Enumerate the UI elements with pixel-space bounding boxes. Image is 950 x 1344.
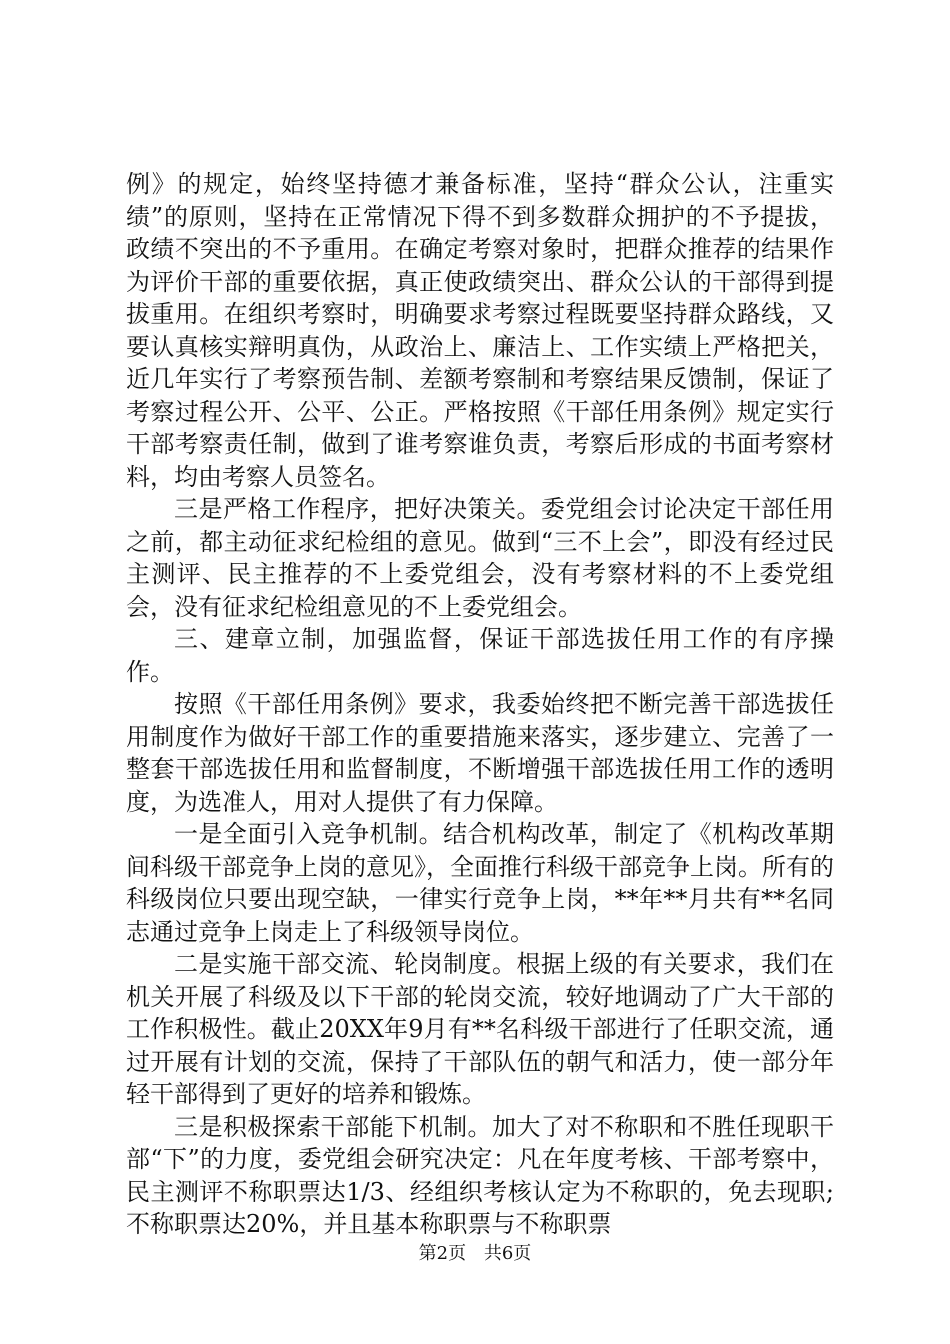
paragraph: 三是严格工作程序，把好决策关。委党组会讨论决定干部任用之前，都主动征求纪检组的意见。做到“三不上会”，即没有经过民主测评、民主推荐的不上委党组会，没有考察材料的不上委党组会，没有征求纪检组意见的不上委党组会。 [126, 495, 834, 621]
page-footer [0, 1243, 950, 1265]
paragraph: 一是全面引入竞争机制。结合机构改革，制定了《机构改革期间科级干部竞争上岗的意见》，全面推行科级干部竞争上岗。所有的科级岗位只要出现空缺，一律实行竞争上岗，**年**月共有**名同志通过竞争上岗走上了科级领导岗位。 [126, 820, 834, 946]
paragraph: 按照《干部任用条例》要求，我委始终把不断完善干部选拔任用制度作为做好干部工作的重要措施来落实，逐步建立、完善了一整套干部选拔任用和监督制度，不断增强干部选拔任用工作的透明度，为选准人，用对人提供了有力保障。 [126, 690, 834, 816]
document-body [126, 168, 834, 1241]
paragraph: 例》的规定，始终坚持德才兼备标准，坚持“群众公认，注重实绩”的原则，坚持在正常情况下得不到多数群众拥护的不予提拔，政绩不突出的不予重用。在确定考察对象时，把群众推荐的结果作为评价干部的重要依据，真正使政绩突出、群众公认的干部得到提拔重用。在组织考察时，明确要求考察过程既要坚持群众路线，又要认真核实辩明真伪，从政治上、廉洁上、工作实绩上严格把关，近几年实行了考察预告制、差额考察制和考察结果反馈制，保证了考察过程公开、公平、公正。严格按照《干部任用条例》规定实行干部考察责任制，做到了谁考察谁负责，考察后形成的书面考察材料，均由考察人员签名。 [126, 170, 834, 491]
page-number: 第2页 [418, 1243, 467, 1264]
section-heading: 三、建章立制，加强监督，保证干部选拔任用工作的有序操作。 [126, 625, 834, 686]
paragraph: 三是积极探索干部能下机制。加大了对不称职和不胜任现职干部“下”的力度，委党组会研究决定：凡在年度考核、干部考察中，民主测评不称职票达1/3、经组织考核认定为不称职的，免去现职;不称职票达20%，并且基本称职票与不称职票 [126, 1112, 834, 1238]
page-total: 共6页 [483, 1243, 532, 1264]
paragraph: 二是实施干部交流、轮岗制度。根据上级的有关要求，我们在机关开展了科级及以下干部的轮岗交流，较好地调动了广大干部的工作积极性。截止20XX年9月有**名科级干部进行了任职交流，通过开展有计划的交流，保持了干部队伍的朝气和活力，使一部分年轻干部得到了更好的培养和锻炼。 [126, 950, 834, 1108]
